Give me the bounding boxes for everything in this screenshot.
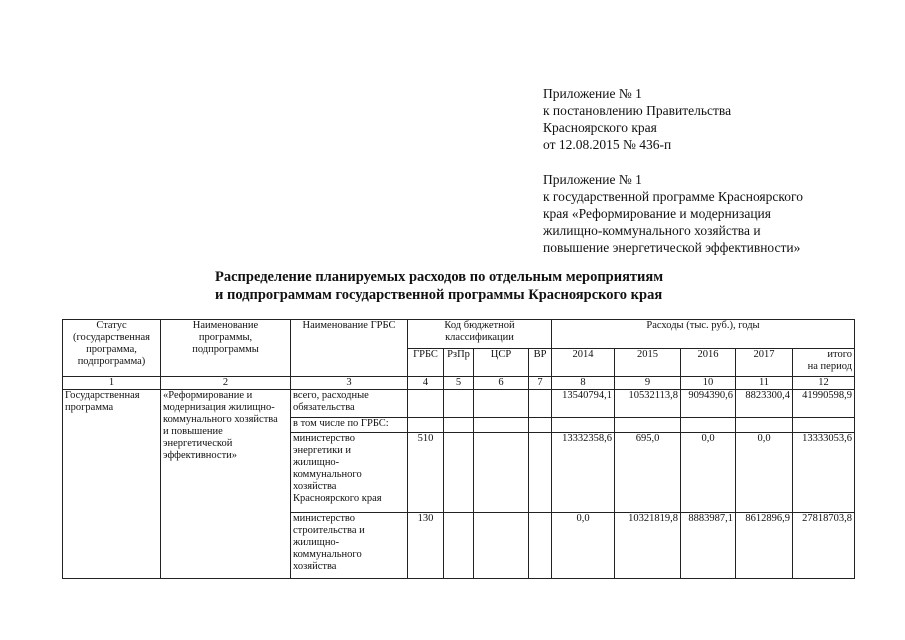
- vr-code-cell: [529, 513, 552, 579]
- value-2017: [736, 418, 793, 433]
- column-number: 7: [529, 377, 552, 390]
- header-row-top: [63, 320, 855, 349]
- appendix-decree-line: от 12.08.2015 № 436-п: [543, 137, 672, 152]
- header-status: Статус (государственная программа, подпрограмма): [63, 320, 161, 377]
- header-year-2014: 2014: [552, 349, 615, 377]
- header-year-2017: 2017: [736, 349, 793, 377]
- appendix-decree-block: [543, 85, 731, 153]
- header-total: итого на период: [793, 349, 855, 377]
- column-number: 5: [444, 377, 474, 390]
- appendix-program-line: к государственной программе Красноярского: [543, 189, 803, 204]
- appendix-program-block: [543, 171, 803, 256]
- appendix-decree-line: к постановлению Правительства: [543, 103, 732, 118]
- value-2017: 8612896,9: [736, 513, 793, 579]
- status-cell: Государственная программа: [63, 390, 161, 579]
- header-grbs-name: Наименование ГРБС: [291, 320, 408, 377]
- header-year-2015: 2015: [615, 349, 681, 377]
- title-line: Распределение планируемых расходов по отдельным мероприятиям: [215, 269, 664, 285]
- column-number: 1: [63, 377, 161, 390]
- rzpr-code-cell: [444, 433, 474, 513]
- appendix-program-line: жилищно-коммунального хозяйства и: [543, 223, 761, 238]
- appendix-program-line: Приложение № 1: [543, 172, 642, 187]
- grbs-name-cell: министерство строительства и жилищно- коммунального хозяйства: [291, 513, 408, 579]
- appendix-program-line: повышение энергетической эффективности»: [543, 240, 801, 255]
- column-number: 9: [615, 377, 681, 390]
- column-number: 6: [474, 377, 529, 390]
- vr-code-cell: [529, 433, 552, 513]
- grbs-code-cell: 510: [408, 433, 444, 513]
- value-2015: 695,0: [615, 433, 681, 513]
- column-number-row: [63, 377, 855, 390]
- value-2014: 13540794,1: [552, 390, 615, 418]
- value-total: 27818703,8: [793, 513, 855, 579]
- column-number: 12: [793, 377, 855, 390]
- vr-code-cell: [529, 418, 552, 433]
- column-number: 11: [736, 377, 793, 390]
- appendix-program-line: края «Реформирование и модернизация: [543, 206, 771, 221]
- header-code-grbs: ГРБС: [408, 349, 444, 377]
- value-2015: 10532113,8: [615, 390, 681, 418]
- grbs-name-cell: министерство энергетики и жилищно- коммунального хозяйства Красноярского края: [291, 433, 408, 513]
- value-2014: 0,0: [552, 513, 615, 579]
- column-number: 2: [161, 377, 291, 390]
- rzpr-code-cell: [444, 513, 474, 579]
- appendix-decree-line: Красноярского края: [543, 120, 657, 135]
- value-2017: 0,0: [736, 433, 793, 513]
- value-2015: [615, 418, 681, 433]
- header-code-vr: ВР: [529, 349, 552, 377]
- vr-code-cell: [529, 390, 552, 418]
- value-total: [793, 418, 855, 433]
- header-expenses: Расходы (тыс. руб.), годы: [552, 320, 855, 349]
- header-code-rzpr: РзПр: [444, 349, 474, 377]
- title-line: и подпрограммам государственной программы Красноярского края: [215, 287, 663, 303]
- column-number: 8: [552, 377, 615, 390]
- rzpr-code-cell: [444, 390, 474, 418]
- column-number: 10: [681, 377, 736, 390]
- value-2016: [681, 418, 736, 433]
- expenses-table: [62, 319, 855, 579]
- csr-code-cell: [474, 433, 529, 513]
- grbs-code-cell: [408, 390, 444, 418]
- value-2014: 13332358,6: [552, 433, 615, 513]
- grbs-name-cell: всего, расходные обязательства: [291, 390, 408, 418]
- value-2016: 8883987,1: [681, 513, 736, 579]
- header-year-2016: 2016: [681, 349, 736, 377]
- rzpr-code-cell: [444, 418, 474, 433]
- document-title: [215, 268, 663, 304]
- grbs-code-cell: [408, 418, 444, 433]
- value-2016: 9094390,6: [681, 390, 736, 418]
- column-number: 4: [408, 377, 444, 390]
- column-number: 3: [291, 377, 408, 390]
- value-total: 41990598,9: [793, 390, 855, 418]
- header-budget-code: Код бюджетной классификации: [408, 320, 552, 349]
- value-2017: 8823300,4: [736, 390, 793, 418]
- csr-code-cell: [474, 418, 529, 433]
- appendix-decree-line: Приложение № 1: [543, 86, 642, 101]
- value-2016: 0,0: [681, 433, 736, 513]
- grbs-code-cell: 130: [408, 513, 444, 579]
- csr-code-cell: [474, 513, 529, 579]
- value-2015: 10321819,8: [615, 513, 681, 579]
- table-row: [63, 390, 855, 418]
- program-name-cell: «Реформирование и модернизация жилищно- коммунального хозяйства и повышение энергетической эффективности»: [161, 390, 291, 579]
- header-program-name: Наименование программы, подпрограммы: [161, 320, 291, 377]
- value-total: 13333053,6: [793, 433, 855, 513]
- grbs-name-cell: в том числе по ГРБС:: [291, 418, 408, 433]
- csr-code-cell: [474, 390, 529, 418]
- header-code-csr: ЦСР: [474, 349, 529, 377]
- value-2014: [552, 418, 615, 433]
